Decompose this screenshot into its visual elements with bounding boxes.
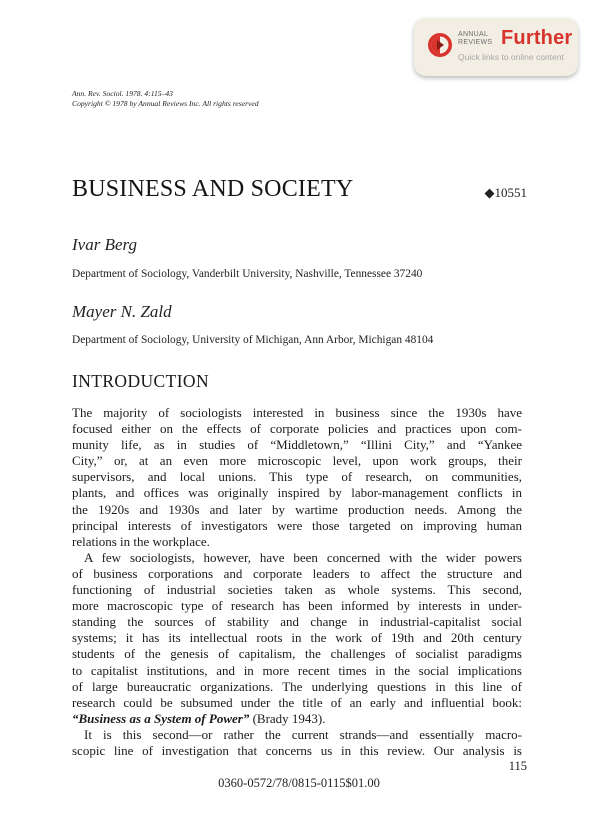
body-line: more macroscopic type of research has been informed by interests in under- [72,598,522,614]
body-line: relations in the workplace. [72,533,210,549]
annual-reviews-logo-icon [427,32,453,58]
body-line: principal interests of investigators were those targeted on improving human [72,517,522,533]
body-line: scopic line of investigation that concerns us in this review. Our analysis is [72,742,522,758]
footer-code: 0360-0572/78/0815-0115$01.00 [218,776,380,790]
badge-annual: ANNUAL [458,31,489,38]
annual-reviews-wordmark [458,31,492,47]
author-affiliation: Department of Sociology, University of Michigan, Ann Arbor, Michigan 48104 [72,334,434,346]
body-line: research could be subsumed under the title of an early and influential book: [72,694,522,710]
body-line: City,” or, at an even more microscopic level, upon work groups, their [72,453,522,469]
body-line: to capitalist institutions, and in more recent times in the social implications [72,662,522,678]
body-line: supervisors, and local unions. This type of research, on communities, [72,469,522,485]
body-line: systems; it has its intellectual roots in the work of 19th and 20th century [72,630,522,646]
body-line: the 1920s and 1930s and later by wartime production needs. Among the [72,501,522,517]
body-line: students of the genesis of capitalism, the challenges of socialist paradigms [72,646,522,662]
body-line: The majority of sociologists interested in business since the 1930s have [72,405,522,420]
annual-reviews-further-badge[interactable] [414,18,578,76]
author-name: Ivar Berg [72,235,137,254]
body-line: standing the sources of stability and change in industrial-capitalist social [72,614,522,630]
badge-subtitle: Quick links to online content [458,52,564,62]
page-number: 115 [508,759,527,773]
section-heading: INTRODUCTION [72,371,210,391]
body-line: munity life, as in studies of “Middletown,” “Illini City,” and “Yankee [72,437,522,453]
body-line: of business corporations and corporate leaders to affect the structure and [72,565,522,581]
citation-line-2: Copyright © 1978 by Annual Reviews Inc. All rights reserved [72,99,259,108]
body-text [72,405,522,759]
article-title: BUSINESS AND SOCIETY [72,176,354,202]
citation-line-1: Ann. Rev. Sociol. 1978. 4:115–43 [72,89,173,98]
book-citation: (Brady 1943). [252,710,326,726]
body-line: plants, and offices was originally inspired by labor-management conflicts in [72,485,522,501]
citation [72,89,259,109]
author-affiliation: Department of Sociology, Vanderbilt University, Nashville, Tennessee 37240 [72,268,423,280]
body-line: of large bureaucratic organizations. The underlying questions in this line of [72,678,522,694]
author-name: Mayer N. Zald [72,302,172,321]
body-line-with-book-title [72,711,522,727]
body-line: A few sociologists, however, have been concerned with the wider powers [84,549,522,565]
book-title: “Business as a System of Power” [72,710,250,726]
body-line: It is this second—or rather the current strands—and essentially macro- [84,726,522,742]
badge-further-label: Further [501,27,573,49]
body-line: focused either on the effects of corporate policies and practices upon com- [72,421,522,437]
article-code: ◆10551 [484,185,527,200]
body-line: functioning of industrial societies taken as whole systems. This second, [72,582,522,598]
badge-reviews: REVIEWS [458,39,493,46]
